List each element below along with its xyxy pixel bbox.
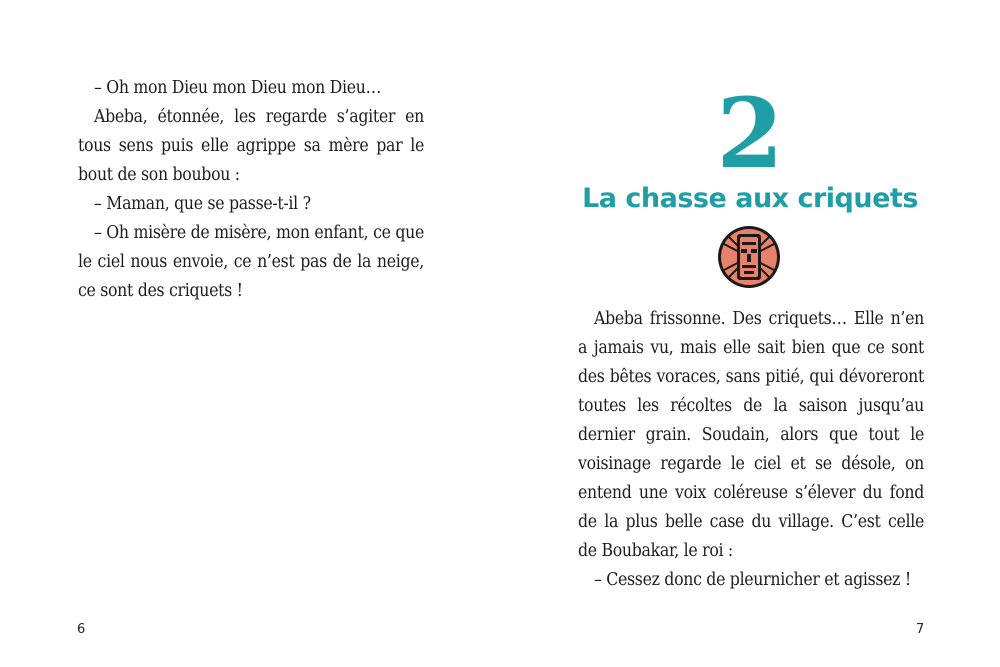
paragraph: – Maman, que se passe-t-il ? <box>94 194 311 214</box>
left-page-text <box>78 74 424 306</box>
paragraph: – Cessez donc de pleurnicher et agissez ! <box>594 570 911 590</box>
right-page-text <box>578 305 924 595</box>
paragraph: – Oh mon Dieu mon Dieu mon Dieu… <box>94 78 382 98</box>
chapter-title: La chasse aux criquets <box>582 183 918 214</box>
chapter-number: 2 <box>716 77 784 190</box>
paragraph: Abeba frissonne. Des criquets… Elle n’en a jamais vu, mais elle sait bien que ce sont des bêtes voraces, sans pitié, qui dévoreront toutes les récoltes de la saison jusqu’au dernier grain. Soudain, alors que tout le voisinage regarde le ciel et se désole, on entend une voix coléreuse s’élever du fond de la plus belle case du village. C’est celle de Boubakar, le roi : <box>578 309 924 561</box>
page-number: 7 <box>916 622 925 637</box>
tribal-mask-emblem-icon <box>716 224 782 290</box>
page-number: 6 <box>77 622 86 637</box>
paragraph: Abeba, étonnée, les regarde s’agiter en tous sens puis elle agrippe sa mère par le bout de son boubou : <box>78 107 424 185</box>
right-page <box>500 0 1000 667</box>
paragraph: – Oh misère de misère, mon enfant, ce que le ciel nous envoie, ce n’est pas de la neige, ce sont des criquets ! <box>78 223 424 301</box>
